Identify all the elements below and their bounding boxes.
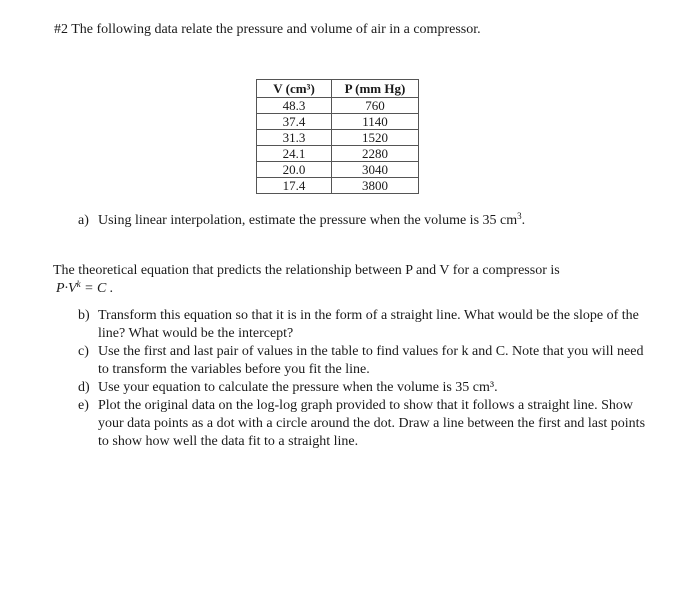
question-label: b) bbox=[78, 308, 90, 323]
volume-cell: 48.3 bbox=[257, 98, 332, 114]
pressure-cell: 3040 bbox=[332, 162, 419, 178]
question-text: Transform this equation so that it is in the form of a straight line. What would be the slope of the line? What would be the intercept? bbox=[98, 308, 639, 341]
pressure-cell: 3800 bbox=[332, 178, 419, 194]
table-row bbox=[257, 130, 419, 146]
pressure-cell: 1520 bbox=[332, 130, 419, 146]
table-header-row bbox=[257, 80, 419, 98]
question-text: Use the first and last pair of values in the table to find values for k and C. Note that you will need to transform the variables before you fit the line. bbox=[98, 344, 644, 377]
volume-cell: 17.4 bbox=[257, 178, 332, 194]
equation-lhs: P·V bbox=[56, 281, 77, 296]
theory-equation bbox=[53, 280, 653, 298]
unit-superscript: 3 bbox=[517, 211, 522, 221]
volume-cell: 37.4 bbox=[257, 114, 332, 130]
pressure-cell: 2280 bbox=[332, 146, 419, 162]
question-list bbox=[78, 307, 648, 451]
table-row bbox=[257, 178, 419, 194]
equation-exponent: k bbox=[76, 279, 81, 289]
question-label: e) bbox=[78, 398, 89, 413]
volume-column-header: V (cm³) bbox=[257, 80, 332, 98]
volume-cell: 20.0 bbox=[257, 162, 332, 178]
question-a-text bbox=[98, 213, 525, 229]
table-row bbox=[257, 146, 419, 162]
question-label: d) bbox=[78, 380, 90, 395]
pressure-column-header: P (mm Hg) bbox=[332, 80, 419, 98]
question-a-label: a) bbox=[78, 213, 89, 228]
question-a-end: . bbox=[521, 213, 526, 228]
question-d bbox=[78, 379, 648, 397]
equation-rhs: = C . bbox=[80, 281, 114, 296]
table-row bbox=[257, 98, 419, 114]
pressure-volume-table bbox=[256, 79, 419, 194]
question-a-body: Using linear interpolation, estimate the pressure when the volume is 35 cm bbox=[98, 213, 518, 228]
pressure-cell: 760 bbox=[332, 98, 419, 114]
question-text: Plot the original data on the log-log graph provided to show that it follows a straight line. Show your data points as a dot with a circle around the dot. Draw a line between the first and last points to show how well the data fit to a straight line. bbox=[98, 398, 646, 449]
pressure-cell: 1140 bbox=[332, 114, 419, 130]
theory-intro-text: The theoretical equation that predicts the relationship between P and V for a compressor is bbox=[53, 263, 560, 278]
theory-intro bbox=[53, 262, 653, 298]
question-e bbox=[78, 397, 648, 451]
table-row bbox=[257, 114, 419, 130]
question-c bbox=[78, 343, 648, 379]
problem-heading: #2 The following data relate the pressure and volume of air in a compressor. bbox=[54, 22, 481, 37]
question-b bbox=[78, 307, 648, 343]
question-label: c) bbox=[78, 344, 89, 359]
volume-cell: 31.3 bbox=[257, 130, 332, 146]
question-text: Use your equation to calculate the pressure when the volume is 35 cm³. bbox=[98, 380, 498, 395]
table-row bbox=[257, 162, 419, 178]
question-a bbox=[78, 213, 525, 229]
volume-cell: 24.1 bbox=[257, 146, 332, 162]
